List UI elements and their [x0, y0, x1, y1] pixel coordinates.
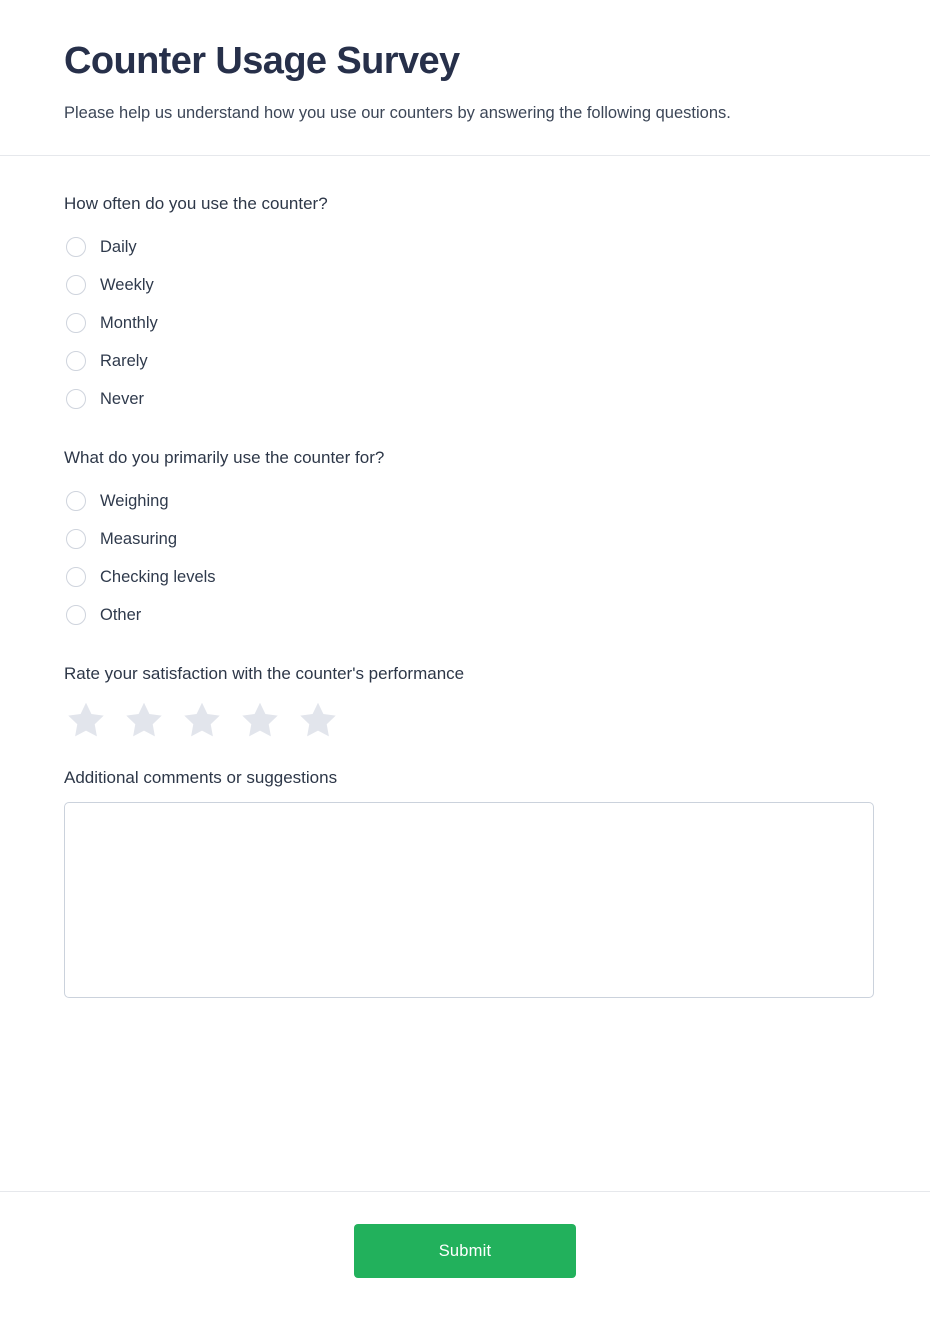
radio-option-label: Other	[100, 605, 142, 624]
radio-option-weighing[interactable]	[64, 482, 866, 520]
radio-option-never[interactable]	[64, 380, 866, 418]
page-subtitle: Please help us understand how you use our counters by answering the following questions.	[64, 103, 731, 122]
radio-option-label: Daily	[100, 237, 137, 256]
star-icon[interactable]	[296, 698, 340, 742]
comments-textarea[interactable]	[64, 802, 874, 998]
radio-option-weekly[interactable]	[64, 266, 866, 304]
radio-circle-icon[interactable]	[66, 605, 86, 625]
question-label: Rate your satisfaction with the counter's performance	[64, 664, 465, 684]
submit-button[interactable]: Submit	[354, 1224, 576, 1278]
radio-circle-icon[interactable]	[66, 567, 86, 587]
radio-circle-icon[interactable]	[66, 491, 86, 511]
star-icon[interactable]	[122, 698, 166, 742]
radio-circle-icon[interactable]	[66, 237, 86, 257]
radio-option-label: Monthly	[100, 313, 158, 332]
radio-option-label: Weighing	[100, 491, 169, 510]
radio-circle-icon[interactable]	[66, 351, 86, 371]
radio-option-label: Checking levels	[100, 567, 216, 586]
radio-group-frequency	[64, 228, 866, 418]
survey-footer	[0, 1191, 930, 1318]
radio-option-label: Never	[100, 389, 145, 408]
radio-circle-icon[interactable]	[66, 275, 86, 295]
radio-circle-icon[interactable]	[66, 389, 86, 409]
survey-body	[0, 156, 930, 1169]
radio-option-monthly[interactable]	[64, 304, 866, 342]
question-satisfaction-rating	[64, 664, 866, 742]
radio-option-label: Rarely	[100, 351, 148, 370]
survey-header	[0, 0, 930, 156]
star-icon[interactable]	[64, 698, 108, 742]
radio-option-daily[interactable]	[64, 228, 866, 266]
star-icon[interactable]	[238, 698, 282, 742]
radio-circle-icon[interactable]	[66, 529, 86, 549]
page-title: Counter Usage Survey	[64, 40, 460, 82]
question-primary-use	[64, 448, 866, 634]
radio-option-rarely[interactable]	[64, 342, 866, 380]
radio-option-checking-levels[interactable]	[64, 558, 866, 596]
star-rating[interactable]	[64, 698, 866, 742]
question-label: What do you primarily use the counter for?	[64, 448, 385, 468]
question-label: Additional comments or suggestions	[64, 768, 338, 788]
radio-circle-icon[interactable]	[66, 313, 86, 333]
question-frequency	[64, 194, 866, 418]
radio-option-measuring[interactable]	[64, 520, 866, 558]
radio-option-other[interactable]	[64, 596, 866, 634]
radio-group-primary-use	[64, 482, 866, 634]
radio-option-label: Measuring	[100, 529, 178, 548]
star-icon[interactable]	[180, 698, 224, 742]
question-additional-comments	[64, 768, 866, 998]
question-label: How often do you use the counter?	[64, 194, 328, 214]
radio-option-label: Weekly	[100, 275, 154, 294]
